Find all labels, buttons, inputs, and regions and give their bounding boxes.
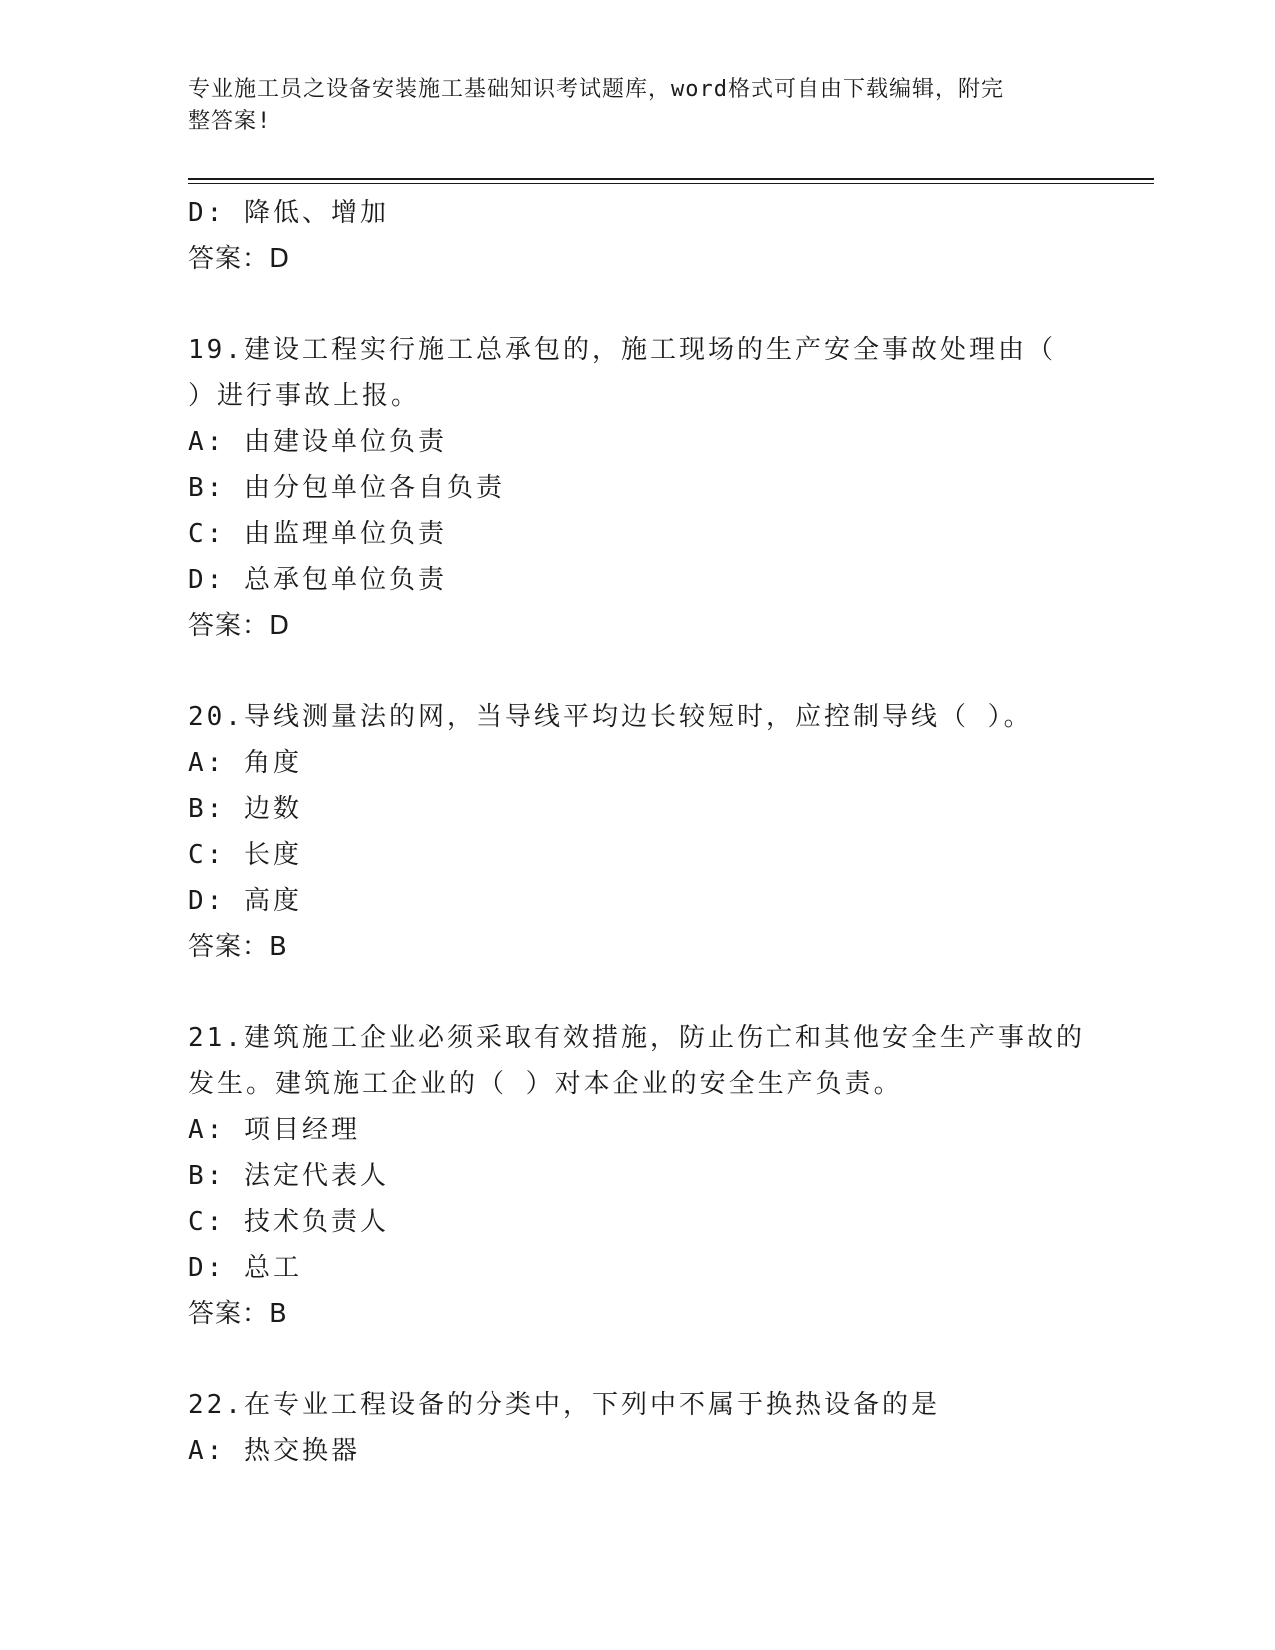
question-stem: 20.导线测量法的网，当导线平均边长较短时，应控制导线（ ）。 bbox=[188, 702, 1033, 732]
option-c: C: 长度 bbox=[188, 840, 302, 870]
option-c: C: 技术负责人 bbox=[188, 1207, 389, 1237]
answer-line: 答案：B bbox=[188, 1299, 288, 1329]
question-stem: 22.在专业工程设备的分类中，下列中不属于换热设备的是 bbox=[188, 1390, 940, 1420]
option-b: B: 法定代表人 bbox=[188, 1161, 389, 1191]
question-list bbox=[188, 190, 1088, 1474]
header-divider-thin bbox=[188, 183, 1154, 184]
header-divider-thick bbox=[188, 178, 1154, 180]
option-d: D: 总工 bbox=[188, 1253, 302, 1283]
spacer bbox=[188, 649, 1088, 694]
question-stem-continued: ）进行事故上报。 bbox=[188, 381, 421, 411]
answer-line: 答案：D bbox=[188, 244, 291, 274]
option-b: B: 边数 bbox=[188, 794, 302, 824]
option-a: A: 由建设单位负责 bbox=[188, 427, 447, 457]
spacer bbox=[188, 282, 1088, 327]
option-a: A: 角度 bbox=[188, 748, 302, 778]
spacer bbox=[188, 970, 1088, 1015]
header-title-line-2: 整答案! bbox=[188, 109, 272, 134]
answer-line: 答案：D bbox=[188, 611, 291, 641]
answer-line: 答案：B bbox=[188, 932, 288, 962]
option-b: B: 由分包单位各自负责 bbox=[188, 473, 505, 503]
option-d: D: 高度 bbox=[188, 886, 302, 916]
option-a: A: 项目经理 bbox=[188, 1115, 360, 1145]
question-21 bbox=[188, 1015, 1088, 1337]
question-19 bbox=[188, 327, 1088, 649]
question-stem: 21.建筑施工企业必须采取有效措施，防止伤亡和其他安全生产事故的 bbox=[188, 1023, 1085, 1053]
spacer bbox=[188, 1337, 1088, 1382]
option-d: D: 总承包单位负责 bbox=[188, 565, 447, 595]
header-title-line-1: 专业施工员之设备安装施工基础知识考试题库，word格式可自由下载编辑，附完 bbox=[188, 77, 1004, 102]
document-header bbox=[188, 74, 1068, 138]
option-c: C: 由监理单位负责 bbox=[188, 519, 447, 549]
question-22 bbox=[188, 1382, 1088, 1474]
option-a: A: 热交换器 bbox=[188, 1436, 360, 1466]
question-stem: 19.建设工程实行施工总承包的，施工现场的生产安全事故处理由（ bbox=[188, 335, 1056, 365]
question-stem-continued: 发生。建筑施工企业的（ ）对本企业的安全生产负责。 bbox=[188, 1069, 903, 1099]
option-d: D: 降低、增加 bbox=[188, 198, 389, 228]
question-20 bbox=[188, 694, 1088, 970]
